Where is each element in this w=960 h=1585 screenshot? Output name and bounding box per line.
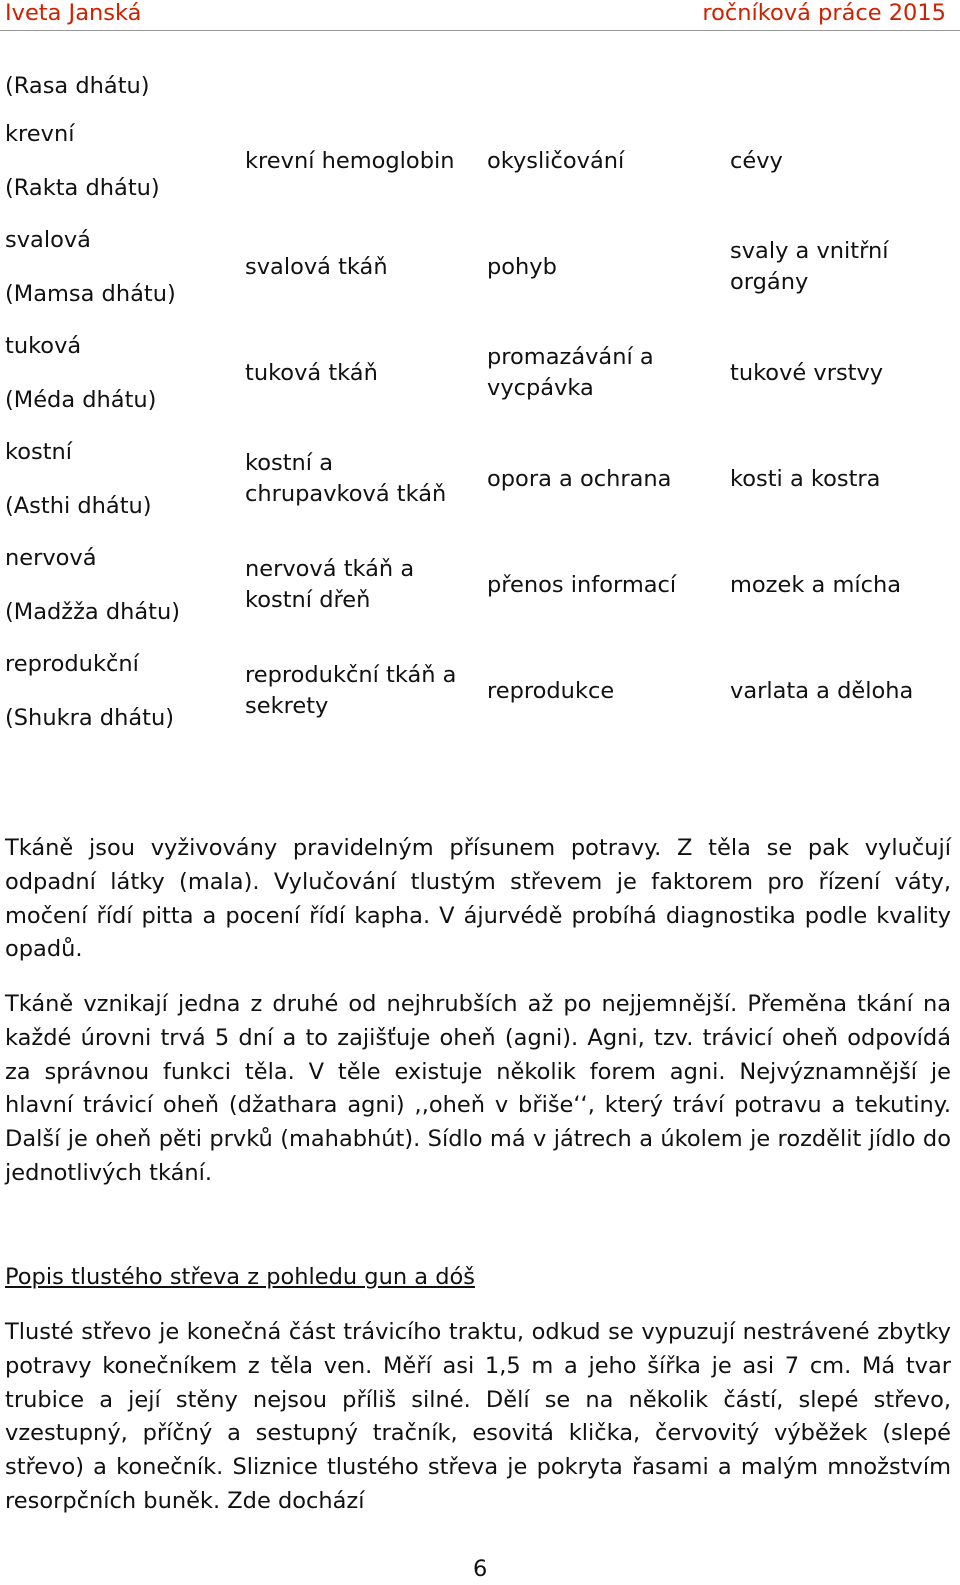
paragraph-nutrition [5,832,951,967]
table-row [0,532,960,638]
paragraph-text: Tkáně jsou vyživovány pravidelným přísunem potravy. Z těla se pak vylučují odpadní látky (mala). Vylučování tlustým střevem je faktorem pro řízení váty, močení řídí pitta a pocení řídí kapha. V ájurvédě probíhá diagnostika podle kvality opadů. [5,835,951,963]
tissue-function-cell: promazávání a vycpávka [487,344,654,401]
tissue-type-cell: kostní a chrupavková tkáň [245,450,447,507]
table-row [0,108,960,214]
tissue-location-cell: cévy [730,147,783,174]
author-name: Iveta Janská [5,0,142,26]
tissue-function-cell: opora a ochrana [487,465,672,492]
tissue-name-cell [5,532,230,638]
tissue-type-cell: tuková tkáň [245,359,378,386]
tissue-location-cell: varlata a děloha [730,677,914,704]
tissue-name: nervová [5,544,97,571]
tissue-name-cell [5,214,230,320]
table-row [0,638,960,744]
table-row [0,214,960,320]
tissue-location-cell: tukové vrstvy [730,359,884,386]
tissue-location-cell: mozek a mícha [730,571,902,598]
section-heading: Popis tlustého střeva z pohledu gun a dóš [5,1264,475,1290]
tissue-name-cell [5,638,230,744]
page-header [0,0,960,31]
tissue-name-cell [5,320,230,426]
tissue-sanskrit: (Shukra dhátu) [5,704,174,731]
tissue-name-cell [5,108,230,214]
paragraph-text: Tlusté střevo je konečná část trávicího traktu, odkud se vypuzují nestrávené zbytky potravy konečníkem z těla ven. Měří asi 1,5 m a jeho šířka je asi 7 cm. Má tvar trubice a její stěny nejsou příliš silné. Dělí se na několik částí, slepé střevo, vzestupný, příčný a sestupný tračník, esovitá klička, červovitý výběžek (slepé střevo) a konečník. Sliznice tlustého střeva je pokryta řasami a malým množstvím resorpčních buněk. Zde dochází [5,1319,951,1514]
paragraph-colon [5,1316,951,1519]
paragraph-agni [5,988,951,1191]
tissue-sanskrit: (Madžža dhátu) [5,598,181,625]
tissue-name: krevní [5,120,75,147]
tissue-sanskrit: (Mamsa dhátu) [5,280,176,307]
table-row [0,320,960,426]
tissue-function-cell: okysličování [487,147,625,174]
dhatu-table [0,64,960,744]
page-number: 6 [473,1556,488,1582]
tissue-name-cell [5,426,230,532]
tissue-type-cell: svalová tkáň [245,253,388,280]
tissue-name: kostní [5,438,73,465]
tissue-type-cell: krevní hemoglobin [245,147,455,174]
tissue-name: tuková [5,332,82,359]
table-row [0,426,960,532]
tissue-sanskrit: (Rakta dhátu) [5,174,160,201]
tissue-function-cell: přenos informací [487,571,677,598]
tissue-location-cell: kosti a kostra [730,465,881,492]
table-first-row: (Rasa dhátu) [5,73,150,99]
tissue-function-cell: pohyb [487,253,557,280]
tissue-type-cell: nervová tkáň a kostní dřeň [245,556,415,613]
tissue-name: reprodukční [5,650,139,677]
tissue-name: svalová [5,226,91,253]
tissue-sanskrit: (Méda dhátu) [5,386,157,413]
paragraph-text: Tkáně vznikají jedna z druhé od nejhrubších až po nejjemnější. Přeměna tkání na každé úrovni trvá 5 dní a to zajišťuje oheň (agni). Agni, tzv. trávicí oheň odpovídá za správnou funkci těla. V těle existuje několik forem agni. Nejvýznamnější je hlavní trávicí oheň (džathara agni) ,,oheň v břiše‘‘, který tráví potravu a tekutiny. Další je oheň pěti prvků (mahabhút). Sídlo má v játrech a úkolem je rozdělit jídlo do jednotlivých tkání. [5,991,951,1186]
tissue-location-cell: svaly a vnitřní orgány [730,238,889,295]
tissue-function-cell: reprodukce [487,677,615,704]
tissue-sanskrit: (Asthi dhátu) [5,492,152,519]
tissue-type-cell: reprodukční tkáň a sekrety [245,662,457,719]
work-title: ročníková práce 2015 [702,0,946,26]
